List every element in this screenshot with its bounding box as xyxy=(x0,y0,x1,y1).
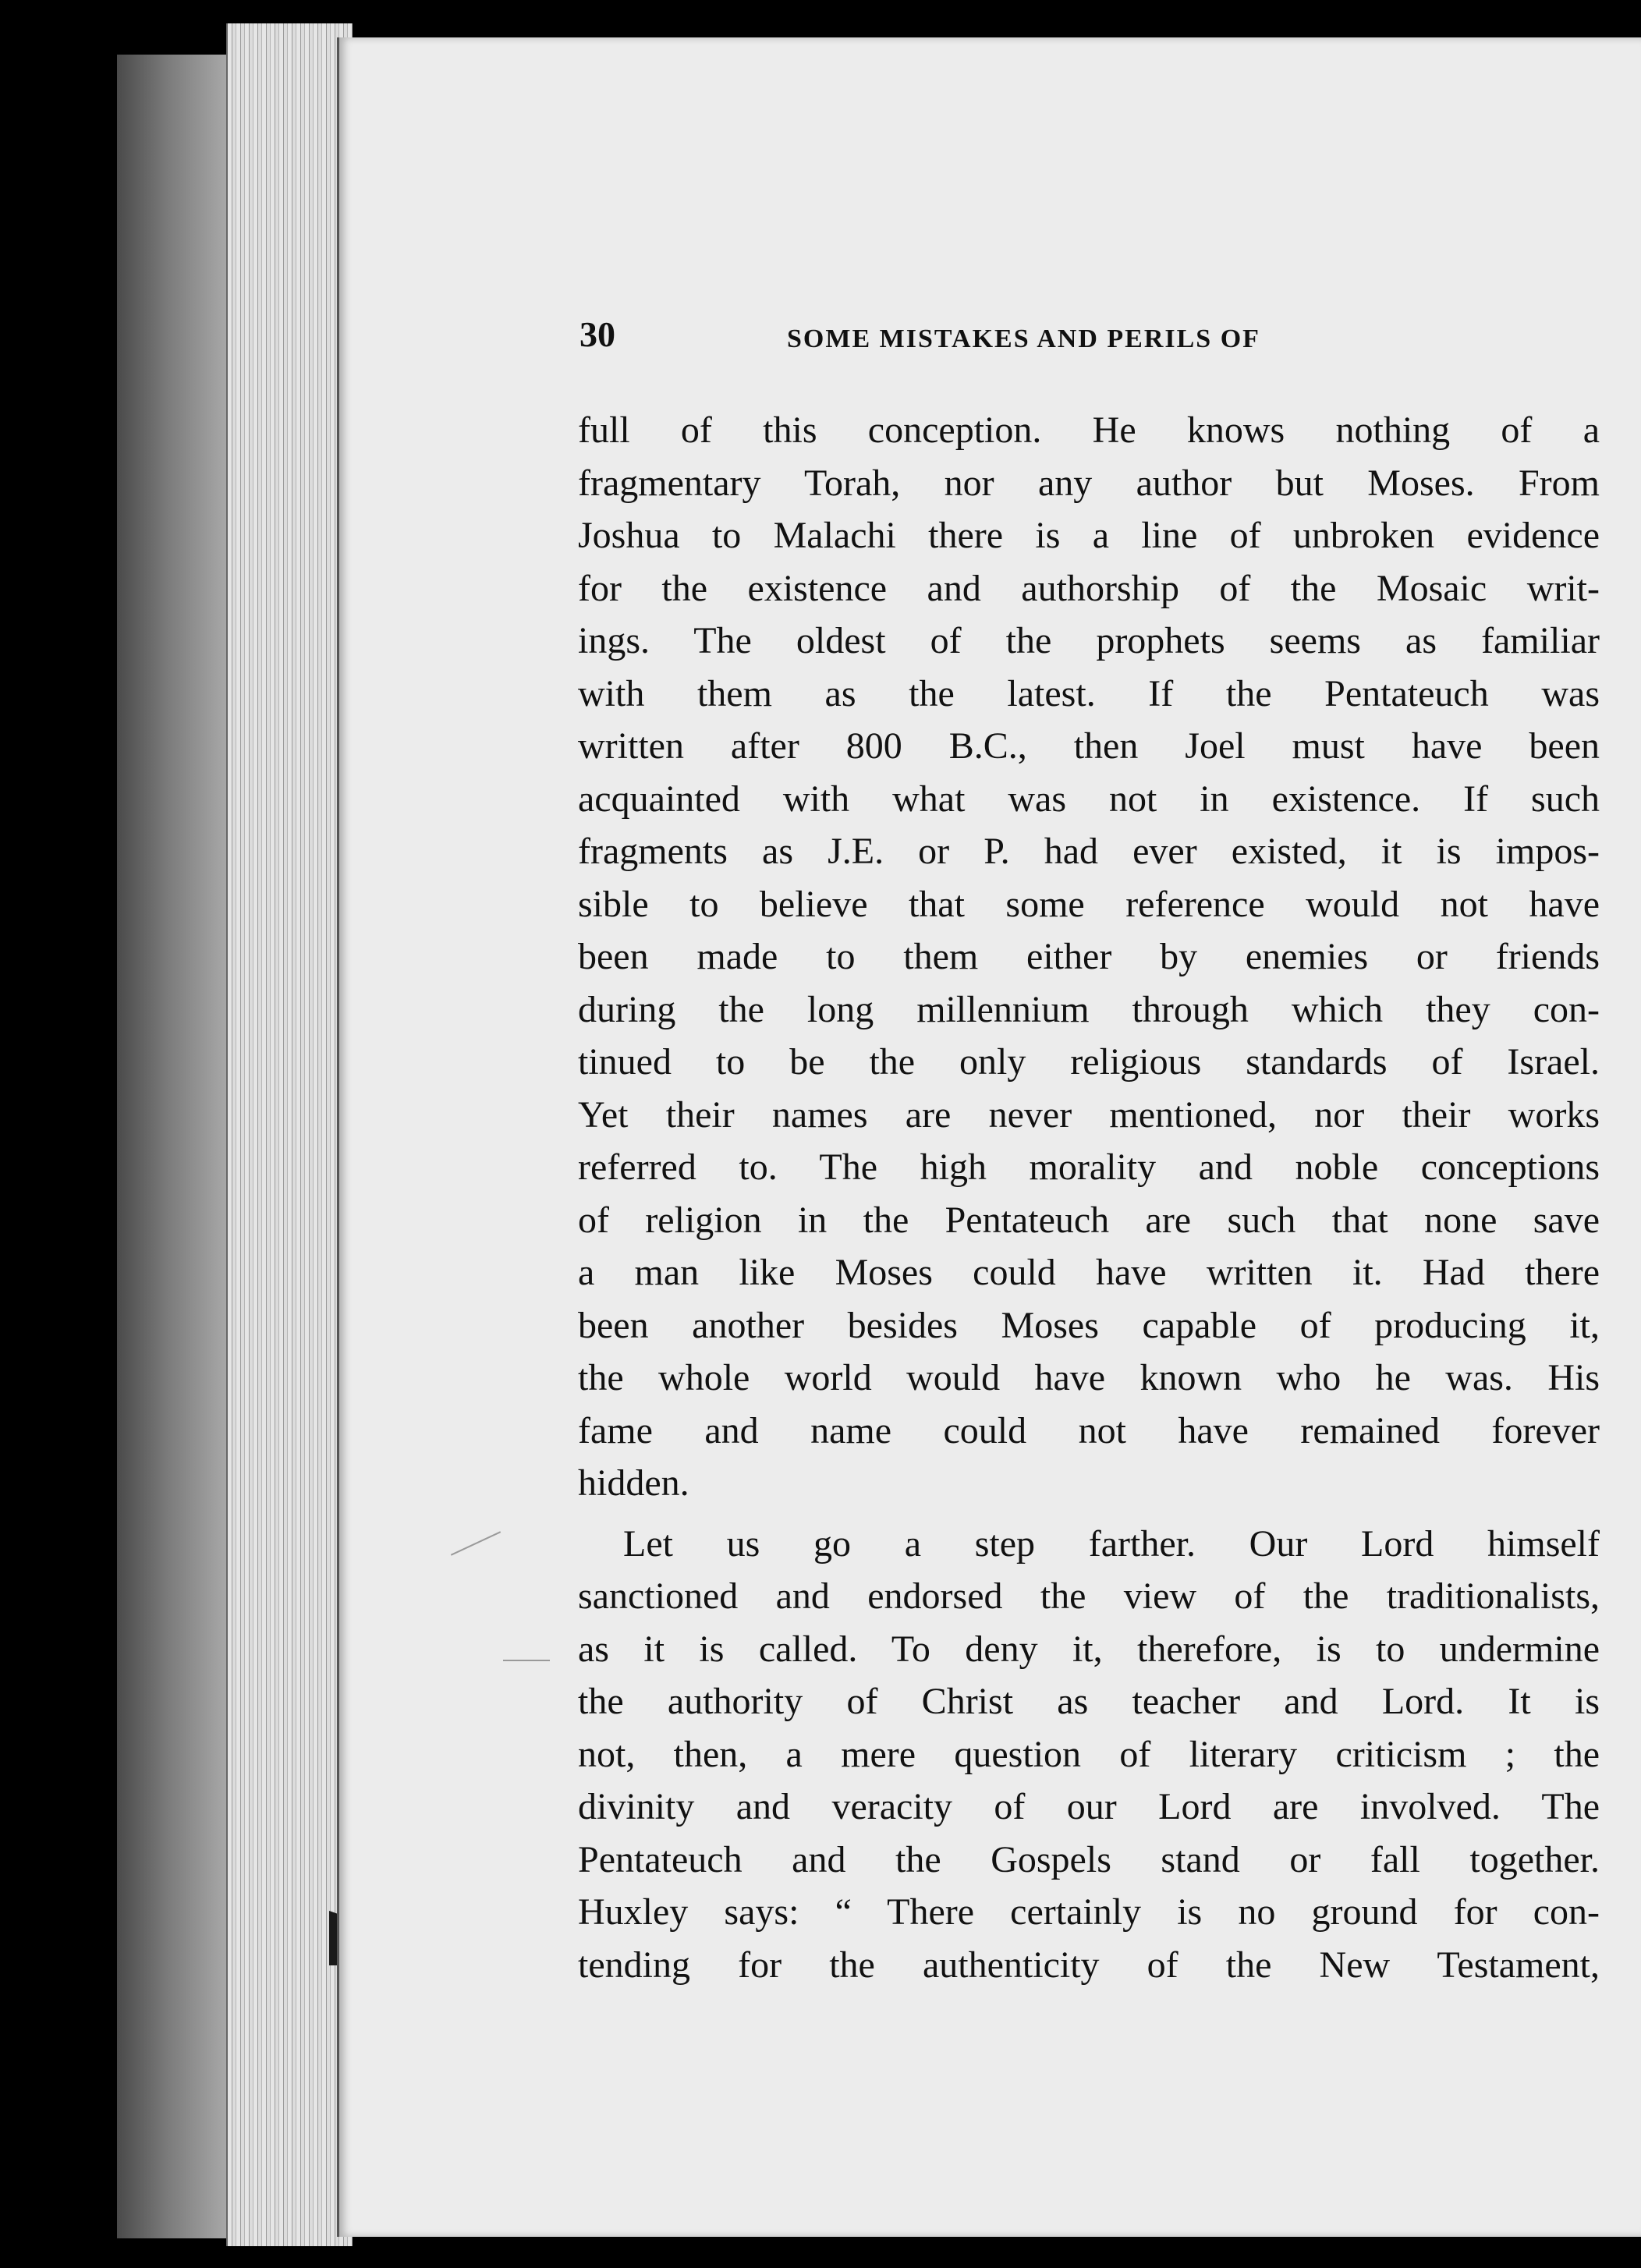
text-line: fragmentary Torah, nor any author but Moses. From xyxy=(578,462,1600,504)
text-line: Joshua to Malachi there is a line of unbroken evidence xyxy=(578,515,1600,556)
text-line: Let us go a step farther. Our Lord himself xyxy=(623,1522,1600,1565)
paragraph-gap xyxy=(578,1510,1600,1518)
text-line: Yet their names are never mentioned, nor their works xyxy=(578,1093,1600,1136)
text-line: during the long millennium through which they con- xyxy=(578,988,1600,1030)
paragraph xyxy=(578,404,1600,1510)
text-line: the authority of Christ as teacher and Lord. It is xyxy=(578,1681,1600,1722)
text-line: hidden. xyxy=(578,1462,689,1504)
text-line: full of this conception. He knows nothing of a xyxy=(578,409,1600,451)
text-line: as it is called. To deny it, therefore, is to undermine xyxy=(578,1628,1600,1670)
text-line: for the existence and authorship of the Mosaic writ- xyxy=(578,567,1600,609)
text-line: acquainted with what was not in existence. If such xyxy=(578,778,1600,820)
text-line: a man like Moses could have written it. Had there xyxy=(578,1252,1600,1293)
text-line: tending for the authenticity of the New Testament, xyxy=(578,1944,1600,1986)
text-line: referred to. The high morality and noble conceptions xyxy=(578,1146,1600,1188)
text-line: with them as the latest. If the Pentateuch was xyxy=(578,672,1600,714)
body-text xyxy=(578,404,1600,1991)
margin-mark xyxy=(451,1531,501,1555)
text-line: tinued to be the only religious standards of Israel. xyxy=(578,1041,1600,1083)
page-header xyxy=(579,271,1609,365)
text-line: written after 800 B.C., then Joel must have been xyxy=(578,725,1600,767)
text-line: Pentateuch and the Gospels stand or fall together. xyxy=(578,1838,1600,1880)
text-line: fragments as J.E. or P. had ever existed, it is impos- xyxy=(578,831,1600,872)
book-page xyxy=(337,37,1641,2237)
text-line: divinity and veracity of our Lord are involved. The xyxy=(578,1786,1600,1827)
text-line: been made to them either by enemies or friends xyxy=(578,936,1600,977)
text-line: ings. The oldest of the prophets seems as familiar xyxy=(578,620,1600,661)
text-line: Huxley says: “ There certainly is no ground for con- xyxy=(578,1891,1600,1933)
paragraph xyxy=(578,1518,1600,1992)
running-head: SOME MISTAKES AND PERILS OF xyxy=(787,324,1260,353)
text-line: the whole world would have known who he was. His xyxy=(578,1357,1600,1398)
text-line: of religion in the Pentateuch are such that none save xyxy=(578,1199,1600,1241)
text-line: been another besides Moses capable of producing it, xyxy=(578,1304,1600,1346)
text-line: fame and name could not have remained forever xyxy=(578,1409,1600,1451)
text-line: sanctioned and endorsed the view of the traditionalists, xyxy=(578,1575,1600,1617)
text-line: sible to believe that some reference would not have xyxy=(578,883,1600,925)
text-line: not, then, a mere question of literary criticism ; the xyxy=(578,1733,1600,1775)
page-number: 30 xyxy=(579,314,615,354)
margin-mark xyxy=(503,1660,550,1661)
page-edges xyxy=(226,23,353,2246)
